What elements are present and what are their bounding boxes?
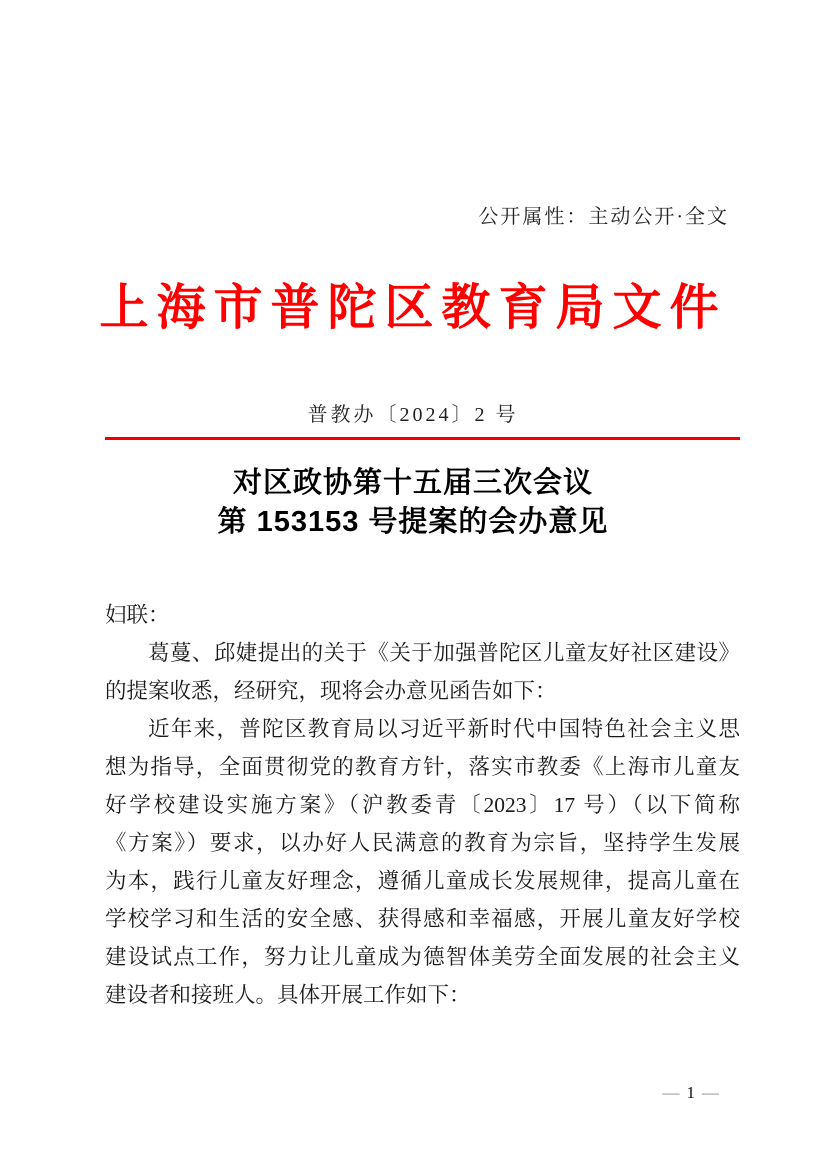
document-title-line1: 对区政协第十五届三次会议	[232, 467, 593, 499]
body-line: 为本，践行儿童友好理念，遵循儿童成长发展规律，提高儿童在	[105, 869, 740, 893]
body-line: 想为指导，全面贯彻党的教育方针，落实市教委《上海市儿童友	[105, 755, 740, 779]
page-number-dash-right: —	[702, 1083, 720, 1102]
page-number-dash-left: —	[662, 1083, 681, 1102]
body-line: 《方案》）要求，以办好人民满意的教育为宗旨，坚持学生发展	[105, 831, 740, 855]
document-title	[0, 464, 826, 542]
body-line: 的提案收悉，经研究，现将会办意见函告如下：	[105, 679, 557, 703]
body-line: 建设试点工作，努力让儿童成为德智体美劳全面发展的社会主义	[105, 945, 740, 969]
agency-letterhead-title: 上海市普陀区教育局文件	[99, 281, 727, 335]
body-line: 好学校建设实施方案》（沪教委青〔2023〕17 号）（以下简称	[105, 793, 740, 817]
publicity-attribute-label: 公开属性：主动公开·全文	[478, 206, 729, 228]
body-line-salutation: 妇联：	[105, 603, 170, 627]
body-line: 近年来，普陀区教育局以习近平新时代中国特色社会主义思	[148, 717, 740, 741]
body-text	[105, 596, 740, 1014]
body-line: 建设者和接班人。具体开展工作如下：	[105, 983, 471, 1007]
body-line: 学校学习和生活的安全感、获得感和幸福感，开展儿童友好学校	[105, 907, 740, 931]
page-number	[657, 1083, 727, 1103]
document-title-line2: 第 153153 号提案的会办意见	[217, 506, 609, 538]
page-number-value: 1	[686, 1083, 696, 1102]
body-line: 葛蔓、邱婕提出的关于《关于加强普陀区儿童友好社区建设》	[148, 641, 740, 665]
document-number: 普教办〔2024〕2 号	[307, 404, 519, 426]
letterhead-divider-line	[105, 437, 740, 440]
